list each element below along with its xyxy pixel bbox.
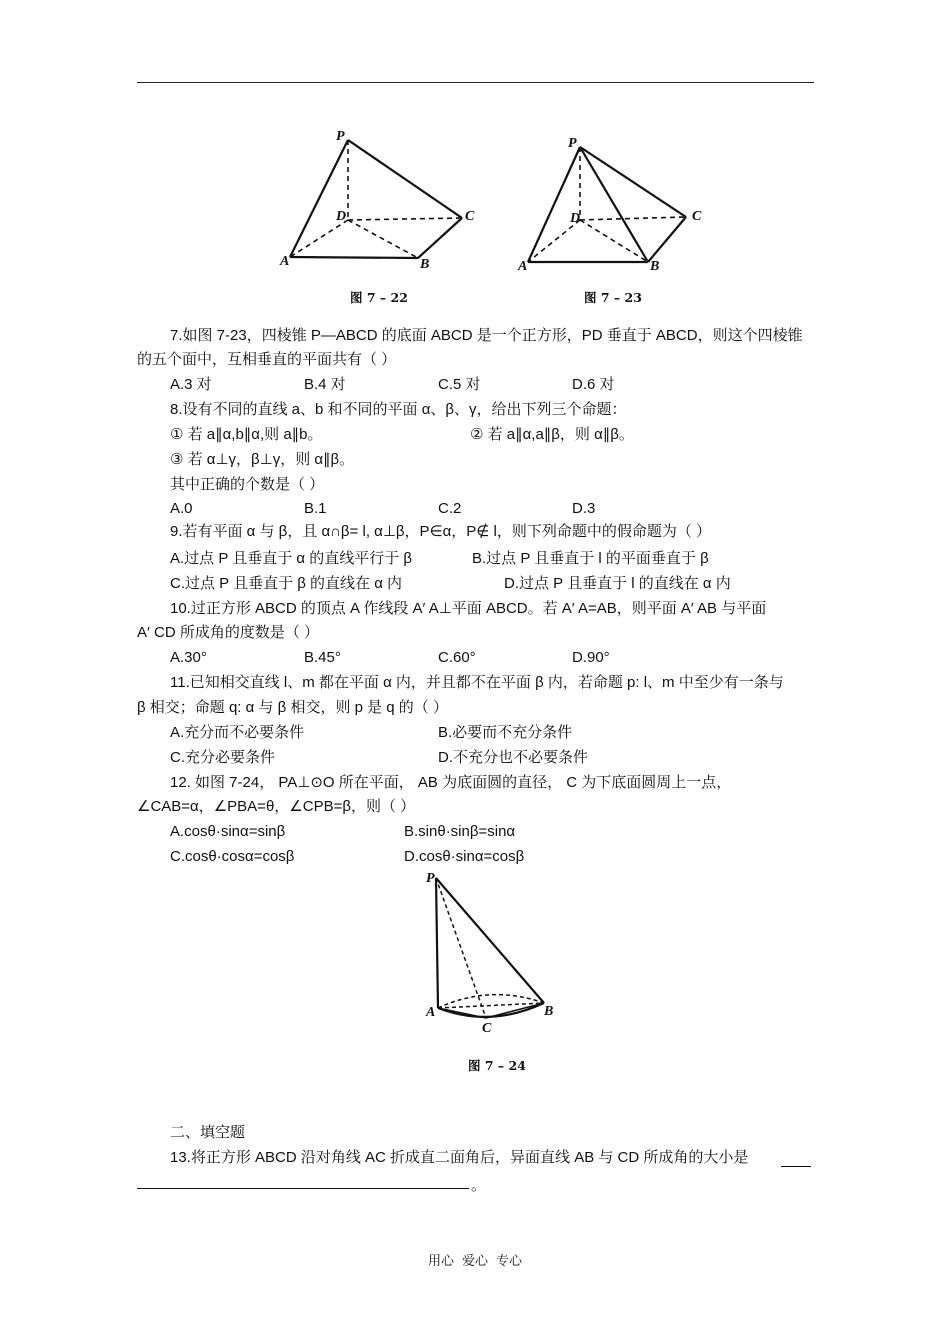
vertex-label-b: B [650, 259, 660, 274]
vertex-label-c: C [482, 1021, 492, 1036]
answer-blank [137, 1188, 469, 1189]
q11-line1: 11.已知相交直线 l、m 都在平面 α 内，并且都不在平面 β 内，若命题 p: l、m 中至少有一条与 [170, 674, 784, 691]
figure-7-24 [420, 866, 570, 1081]
cone-diagram [420, 866, 570, 1081]
q13-end: 。 [471, 1177, 487, 1194]
vertex-label-p: P [568, 136, 577, 151]
q12-option-b: B.sinθ·sinβ=sinα [404, 823, 516, 840]
q7-line1: 7.如图 7-23，四棱锥 P—ABCD 的底面 ABCD 是一个正方形，PD 垂直于 ABCD，则这个四棱锥 [170, 327, 803, 344]
q10-option-a: A.30° [170, 649, 207, 666]
figure-caption: 图 7 – 24 [468, 1058, 526, 1073]
vertex-label-c: C [465, 209, 475, 224]
q7-line2: 的五个面中，互相垂直的平面共有（ ） [137, 351, 397, 368]
q10-option-d: D.90° [572, 649, 610, 666]
q9-option-c: C.过点 P 且垂直于 β 的直线在 α 内 [170, 575, 403, 592]
footer-text: 爱心 [461, 1254, 488, 1269]
q11-line2: β 相交；命题 q: α 与 β 相交，则 p 是 q 的（ ） [137, 699, 448, 716]
q7-option-b: B.4 对 [304, 376, 346, 393]
q12-line2: ∠CAB=α，∠PBA=θ，∠CPB=β，则（ ） [137, 798, 416, 815]
q9-line1: 9.若有平面 α 与 β，且 α∩β= l, α⊥β，P∈α，P∉ l，则下列命题中的假命题为（ ） [170, 523, 712, 540]
q10-option-c: C.60° [438, 649, 476, 666]
vertex-label-c: C [692, 209, 702, 224]
figure-caption: 图 7 – 23 [584, 290, 642, 305]
q10-option-b: B.45° [304, 649, 341, 666]
q7-option-a: A.3 对 [170, 376, 212, 393]
q12-option-c: C.cosθ·cosα=cosβ [170, 848, 295, 865]
q8-count-line: 其中正确的个数是（ ） [170, 476, 325, 493]
figure-caption: 图 7 – 22 [350, 290, 408, 305]
pyramid-diagram [270, 120, 490, 310]
header-rule [137, 82, 814, 83]
vertex-label-a: A [426, 1005, 436, 1020]
vertex-label-a: A [280, 254, 290, 269]
q12-option-d: D.cosθ·sinα=cosβ [404, 848, 525, 865]
q13-line1: 13.将正方形 ABCD 沿对角线 AC 折成直二面角后，异面直线 AB 与 CD 所成角的大小是 [170, 1149, 749, 1166]
q8-proposition-1: ① 若 a∥α,b∥α,则 a∥b。 [170, 426, 323, 443]
q11-option-d: D.不充分也不必要条件 [438, 749, 589, 766]
q8-proposition-3: ③ 若 α⊥γ，β⊥γ，则 α∥β。 [170, 451, 355, 468]
vertex-label-a: A [518, 259, 528, 274]
q8-option-d: D.3 [572, 500, 596, 517]
q12-line1: 12. 如图 7-24， PA⊥⊙O 所在平面， AB 为底面圆的直径， C 为下底面圆周上一点， [170, 774, 732, 791]
q8-option-c: C.2 [438, 500, 462, 517]
q8-option-b: B.1 [304, 500, 327, 517]
q7-option-c: C.5 对 [438, 376, 481, 393]
q8-option-a: A.0 [170, 500, 193, 517]
footer-text: 专心 [496, 1254, 523, 1269]
figure-7-23 [510, 120, 730, 310]
vertex-label-p: P [426, 871, 435, 886]
q9-option-d: D.过点 P 且垂直于 l 的直线在 α 内 [504, 575, 731, 592]
q10-line1: 10.过正方形 ABCD 的顶点 A 作线段 A′ A⊥平面 ABCD。若 A′ A=AB，则平面 A′ AB 与平面 [170, 600, 767, 617]
section-title: 二、填空题 [170, 1124, 246, 1141]
q9-option-a: A.过点 P 且垂直于 α 的直线平行于 β [170, 550, 413, 567]
vertex-label-d: D [570, 211, 581, 226]
q11-option-b: B.必要而不充分条件 [438, 724, 573, 741]
figure-7-22 [270, 120, 490, 310]
answer-blank [781, 1166, 811, 1167]
vertex-label-p: P [336, 129, 345, 144]
vertex-label-b: B [420, 257, 430, 272]
q10-line2: A′ CD 所成角的度数是（ ） [137, 624, 319, 641]
q12-option-a: A.cosθ·sinα=sinβ [170, 823, 286, 840]
q8-line1: 8.设有不同的直线 a、b 和不同的平面 α、β、γ，给出下列三个命题： [170, 401, 627, 418]
vertex-label-b: B [544, 1004, 554, 1019]
q11-option-a: A.充分而不必要条件 [170, 724, 305, 741]
q7-option-d: D.6 对 [572, 376, 615, 393]
q11-option-c: C.充分必要条件 [170, 749, 276, 766]
footer-text: 用心 [427, 1254, 454, 1269]
q8-proposition-2: ② 若 a∥α,a∥β，则 α∥β。 [470, 426, 634, 443]
vertex-label-d: D [336, 209, 347, 224]
page-footer [0, 1250, 950, 1269]
pyramid-diagram [510, 120, 730, 310]
q9-option-b: B.过点 P 且垂直于 l 的平面垂直于 β [472, 550, 709, 567]
